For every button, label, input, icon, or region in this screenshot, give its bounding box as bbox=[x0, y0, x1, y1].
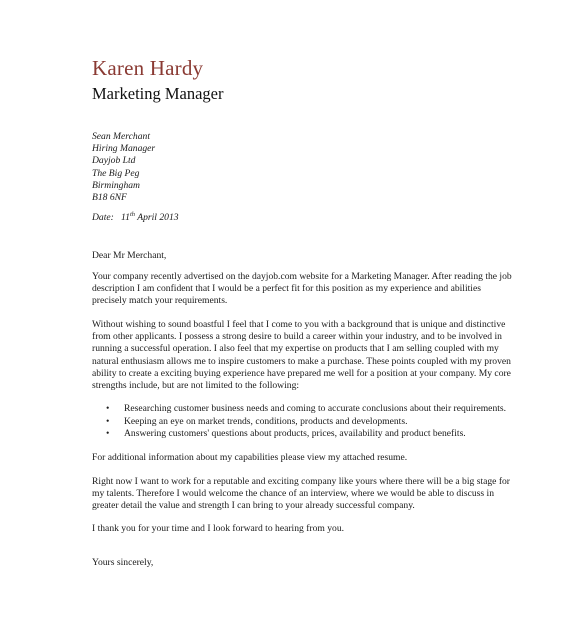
list-item-text: Keeping an eye on market trends, conditions, products and developments. bbox=[124, 415, 408, 427]
recipient-company: Dayjob Ltd bbox=[92, 155, 136, 167]
recipient-postcode: B18 6NF bbox=[92, 192, 127, 204]
strengths-list bbox=[106, 403, 516, 441]
salutation: Dear Mr Merchant, bbox=[92, 250, 167, 261]
list-item bbox=[106, 428, 516, 441]
bullet-icon: • bbox=[106, 415, 110, 427]
sender-name: Karen Hardy bbox=[92, 56, 204, 80]
sender-job-title: Marketing Manager bbox=[92, 84, 224, 103]
recipient-city: Birmingham bbox=[92, 179, 140, 191]
paragraph-background: Without wishing to sound boastful I feel that I come to you with a background that is unique and distinctive from other applicants. I possess a strong desire to build a career within your industry, and to be involved in running a successful operation. I also feel that my expertise on products that I am selling coupled with my natural enthusiasm allows me to inspire customers to make a purchase. These points coupled with my proven ability to create a exciting buying experience have prepared me well for a position at your company. My core strengths include, but are not limited to the following: bbox=[92, 319, 511, 392]
letter-date bbox=[92, 211, 179, 223]
closing: Yours sincerely, bbox=[92, 557, 154, 568]
recipient-street: The Big Peg bbox=[92, 167, 140, 179]
paragraph-resume: For additional information about my capabilities please view my attached resume. bbox=[92, 452, 408, 463]
paragraph-intro: Your company recently advertised on the dayjob.com website for a Marketing Manager. After reading the job description I am confident that I would be a perfect fit for this position as my experience and abilities precisely match your requirements. bbox=[92, 271, 512, 307]
recipient-position: Hiring Manager bbox=[92, 143, 156, 155]
bullet-icon: • bbox=[106, 403, 110, 414]
recipient-name: Sean Merchant bbox=[92, 131, 150, 142]
date-rest: April 2013 bbox=[137, 212, 179, 224]
list-item bbox=[106, 403, 516, 416]
date-suffix: th bbox=[129, 211, 135, 218]
date-day: 11 bbox=[121, 212, 130, 224]
list-item-text: Answering customers' questions about products, prices, availability and product benefits. bbox=[124, 428, 466, 439]
list-item bbox=[106, 416, 516, 429]
list-item-text: Researching customer business needs and coming to accurate conclusions about their requirements. bbox=[124, 403, 507, 414]
paragraph-thanks: I thank you for your time and I look forward to hearing from you. bbox=[92, 523, 345, 534]
bullet-icon: • bbox=[106, 428, 110, 439]
paragraph-interview: Right now I want to work for a reputable and exciting company like yours where there will be a big stage for my talents. Therefore I would welcome the chance of an interview, where we would be able to discuss in greater detail the value and strength I can bring to your already successful company. bbox=[92, 476, 511, 512]
date-label: Date: bbox=[92, 212, 114, 224]
recipient-address bbox=[92, 131, 155, 204]
